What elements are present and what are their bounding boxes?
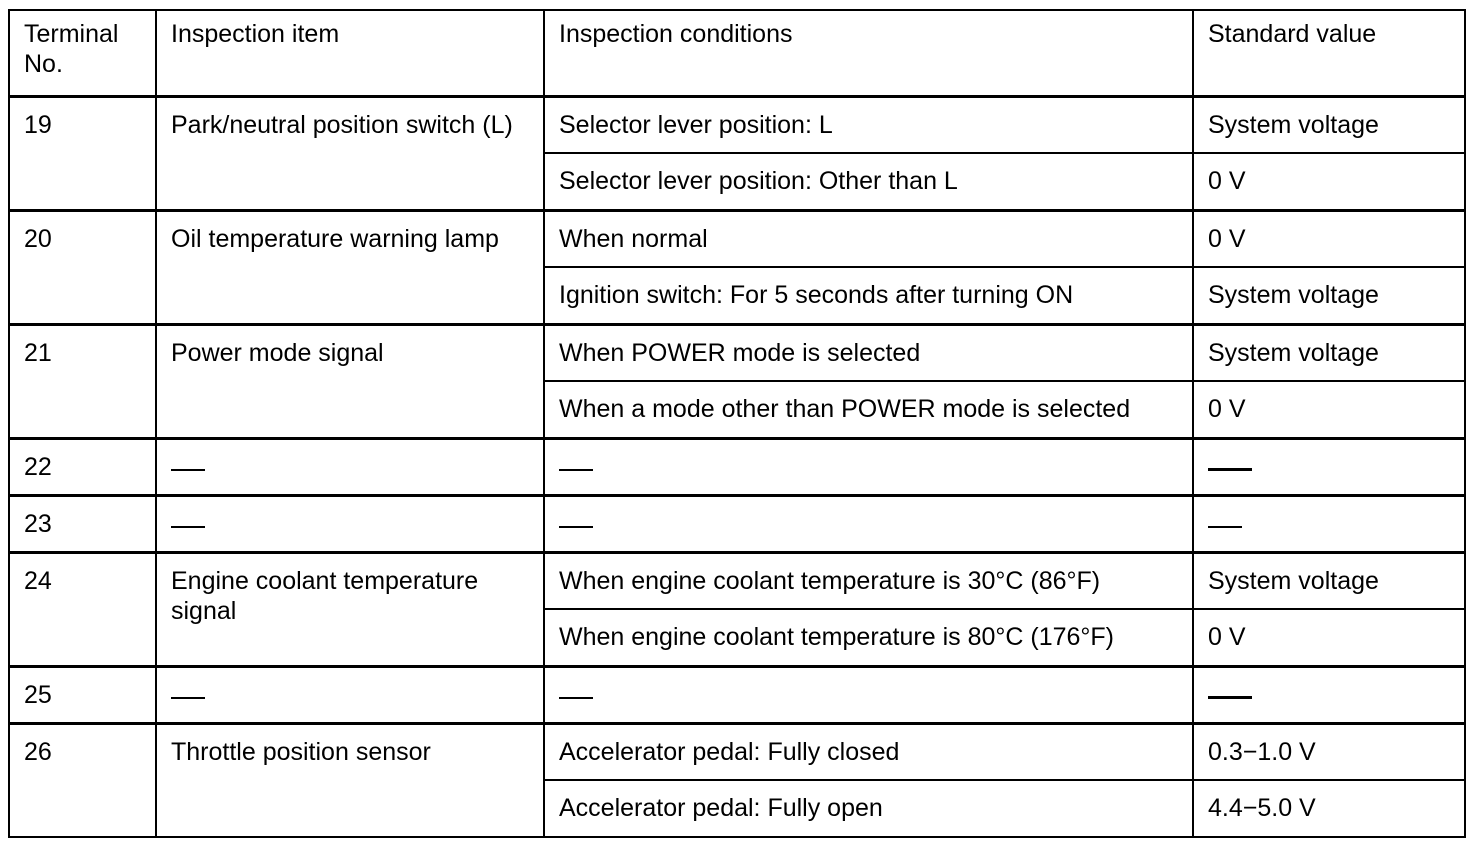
- header-standard-value: Standard value: [1193, 10, 1465, 96]
- dash-placeholder: [559, 697, 593, 699]
- header-terminal: Terminal No.: [9, 10, 156, 96]
- standard-value-cell: 0 V: [1193, 381, 1465, 438]
- table-row: [9, 324, 1465, 381]
- standard-value-cell: 0 V: [1193, 609, 1465, 666]
- table-row: [9, 666, 1465, 723]
- terminal-number-cell: 22: [9, 438, 156, 495]
- terminal-number-cell: 26: [9, 723, 156, 837]
- dash-placeholder: [559, 469, 593, 471]
- standard-value-cell: [1193, 438, 1465, 495]
- standard-value-cell: 0 V: [1193, 153, 1465, 210]
- terminal-number-cell: 25: [9, 666, 156, 723]
- inspection-table: [8, 9, 1466, 838]
- inspection-item-cell: [156, 495, 544, 552]
- inspection-condition-cell: [544, 666, 1193, 723]
- inspection-condition-cell: When a mode other than POWER mode is selected: [544, 381, 1193, 438]
- inspection-condition-cell: [544, 495, 1193, 552]
- table-row: [9, 96, 1465, 153]
- header-row: [9, 10, 1465, 96]
- inspection-condition-cell: Accelerator pedal: Fully closed: [544, 723, 1193, 780]
- standard-value-cell: System voltage: [1193, 552, 1465, 609]
- standard-value-cell: 0 V: [1193, 210, 1465, 267]
- inspection-item-cell: Throttle position sensor: [156, 723, 544, 837]
- terminal-number-cell: 20: [9, 210, 156, 324]
- standard-value-cell: [1193, 666, 1465, 723]
- header-inspection-conditions: Inspection conditions: [544, 10, 1193, 96]
- dash-placeholder: [559, 526, 593, 528]
- terminal-number-cell: 23: [9, 495, 156, 552]
- inspection-condition-cell: When engine coolant temperature is 80°C (176°F): [544, 609, 1193, 666]
- standard-value-cell: System voltage: [1193, 267, 1465, 324]
- dash-placeholder: [171, 469, 205, 471]
- standard-value-cell: 0.3−1.0 V: [1193, 723, 1465, 780]
- inspection-item-cell: [156, 438, 544, 495]
- inspection-condition-cell: When engine coolant temperature is 30°C (86°F): [544, 552, 1193, 609]
- dash-placeholder: [1208, 696, 1252, 699]
- standard-value-cell: System voltage: [1193, 324, 1465, 381]
- inspection-item-cell: [156, 666, 544, 723]
- inspection-item-cell: Oil temperature warning lamp: [156, 210, 544, 324]
- standard-value-cell: 4.4−5.0 V: [1193, 780, 1465, 837]
- inspection-condition-cell: When POWER mode is selected: [544, 324, 1193, 381]
- inspection-condition-cell: [544, 438, 1193, 495]
- dash-placeholder: [1208, 526, 1242, 528]
- inspection-condition-cell: Selector lever position: Other than L: [544, 153, 1193, 210]
- standard-value-cell: [1193, 495, 1465, 552]
- dash-placeholder: [171, 697, 205, 699]
- table-row: [9, 438, 1465, 495]
- table-row: [9, 210, 1465, 267]
- table-row: [9, 552, 1465, 609]
- terminal-number-cell: 21: [9, 324, 156, 438]
- inspection-condition-cell: Accelerator pedal: Fully open: [544, 780, 1193, 837]
- dash-placeholder: [1208, 468, 1252, 471]
- table-body: [9, 96, 1465, 837]
- table-row: [9, 495, 1465, 552]
- header-inspection-item: Inspection item: [156, 10, 544, 96]
- inspection-condition-cell: When normal: [544, 210, 1193, 267]
- dash-placeholder: [171, 526, 205, 528]
- inspection-item-cell: Engine coolant temperature signal: [156, 552, 544, 666]
- inspection-condition-cell: Selector lever position: L: [544, 96, 1193, 153]
- inspection-item-cell: Power mode signal: [156, 324, 544, 438]
- table-row: [9, 723, 1465, 780]
- inspection-item-cell: Park/neutral position switch (L): [156, 96, 544, 210]
- inspection-condition-cell: Ignition switch: For 5 seconds after turning ON: [544, 267, 1193, 324]
- terminal-number-cell: 24: [9, 552, 156, 666]
- standard-value-cell: System voltage: [1193, 96, 1465, 153]
- terminal-number-cell: 19: [9, 96, 156, 210]
